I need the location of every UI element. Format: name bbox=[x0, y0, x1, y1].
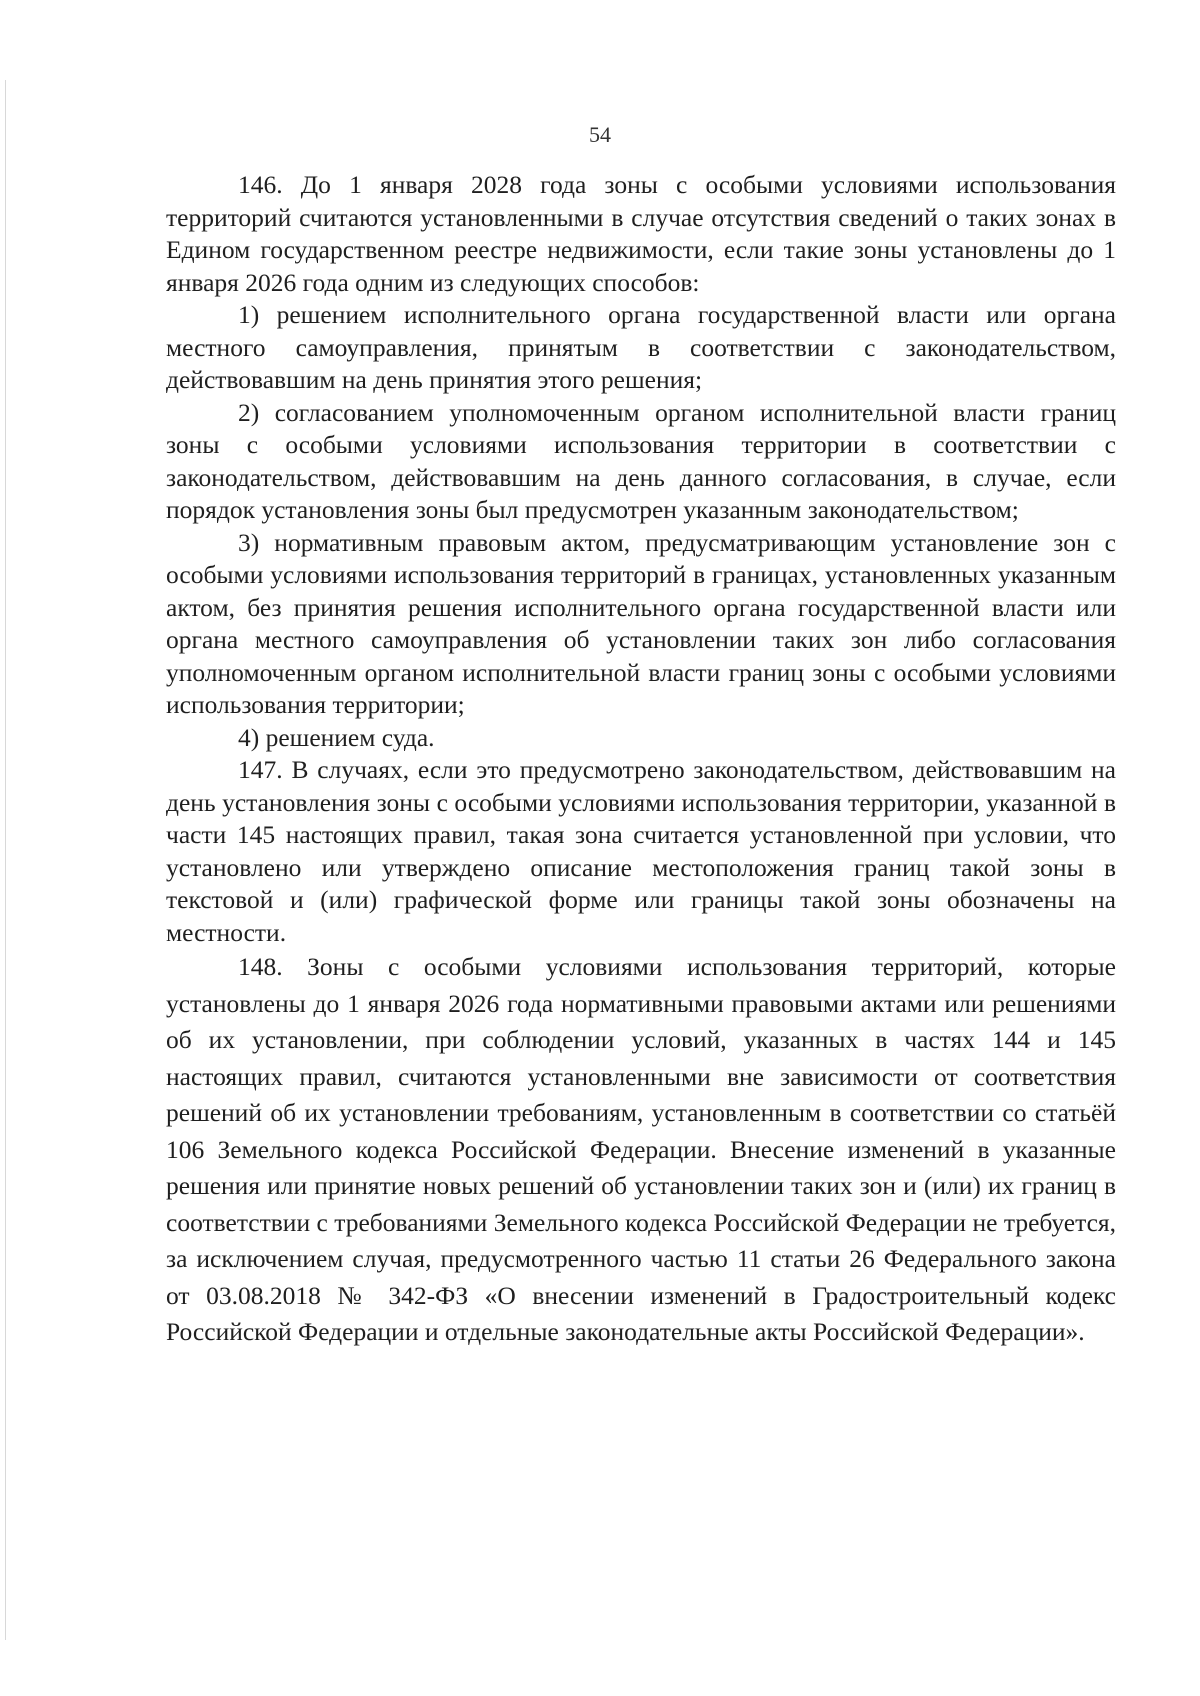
page-number: 54 bbox=[589, 122, 611, 147]
list-item-3: 3) нормативным правовым актом, предусматривающим установление зон с особыми условиями использования территорий в границах, установленных указанным актом, без принятия решения исполнительного органа государственной власти или органа местного самоуправления об установлении таких зон либо согласования уполномоченным органом исполнительной власти границ зоны с особыми условиями использования территории; bbox=[166, 527, 1116, 719]
section-article-148 bbox=[166, 949, 1116, 1351]
paragraph-146: 146. До 1 января 2028 года зоны с особыми условиями использования территорий считаются установленными в случае отсутствия сведений о таких зонах в Едином государственном реестре недвижимости, если такие зоны установлены до 1 января 2026 года одним из следующих способов: bbox=[166, 170, 1116, 297]
document-body bbox=[166, 169, 1116, 1351]
paragraph-147: 147. В случаях, если это предусмотрено законодательством, действовавшим на день установления зоны с особыми условиями использования территории, указанной в части 145 настоящих правил, такая зона считается установленной при условии, что установлено или утверждено описание местоположения границ такой зоны в текстовой и (или) графической форме или границы такой зоны обозначены на местности. bbox=[166, 755, 1116, 947]
list-item-4: 4) решением суда. bbox=[238, 722, 435, 752]
scan-edge-line bbox=[5, 80, 6, 1640]
list-item-2: 2) согласованием уполномоченным органом исполнительной власти границ зоны с особыми условиями использования территории в соответствии с законодательством, действовавшим на день данного согласования, в случае, если порядок установления зоны был предусмотрен указанным законодательством; bbox=[166, 397, 1116, 524]
paragraph-148: 148. Зоны с особыми условиями использования территорий, которые установлены до 1 января 2026 года нормативными правовыми актами или решениями об их установлении, при соблюдении условий, указанных в частях 144 и 145 настоящих правил, считаются установленными вне зависимости от соответствия решений об их установлении требованиям, установленным в соответствии со статьёй 106 Земельного кодекса Российской Федерации. Внесение изменений в указанные решения или принятие новых решений об установлении таких зон и (или) их границ в соответствии с требованиями Земельного кодекса Российской Федерации не требуется, за исключением случая, предусмотренного частью 11 статьи 26 Федерального закона от 03.08.2018 № 342-ФЗ «О внесении изменений в Градостроительный кодекс Российской Федерации и отдельные законодательные акты Российской Федерации». bbox=[166, 952, 1116, 1346]
list-item-1: 1) решением исполнительного органа государственной власти или органа местного самоуправления, принятым в соответствии с законодательством, действовавшим на день принятия этого решения; bbox=[166, 300, 1116, 394]
section-articles-146-147 bbox=[166, 169, 1116, 949]
